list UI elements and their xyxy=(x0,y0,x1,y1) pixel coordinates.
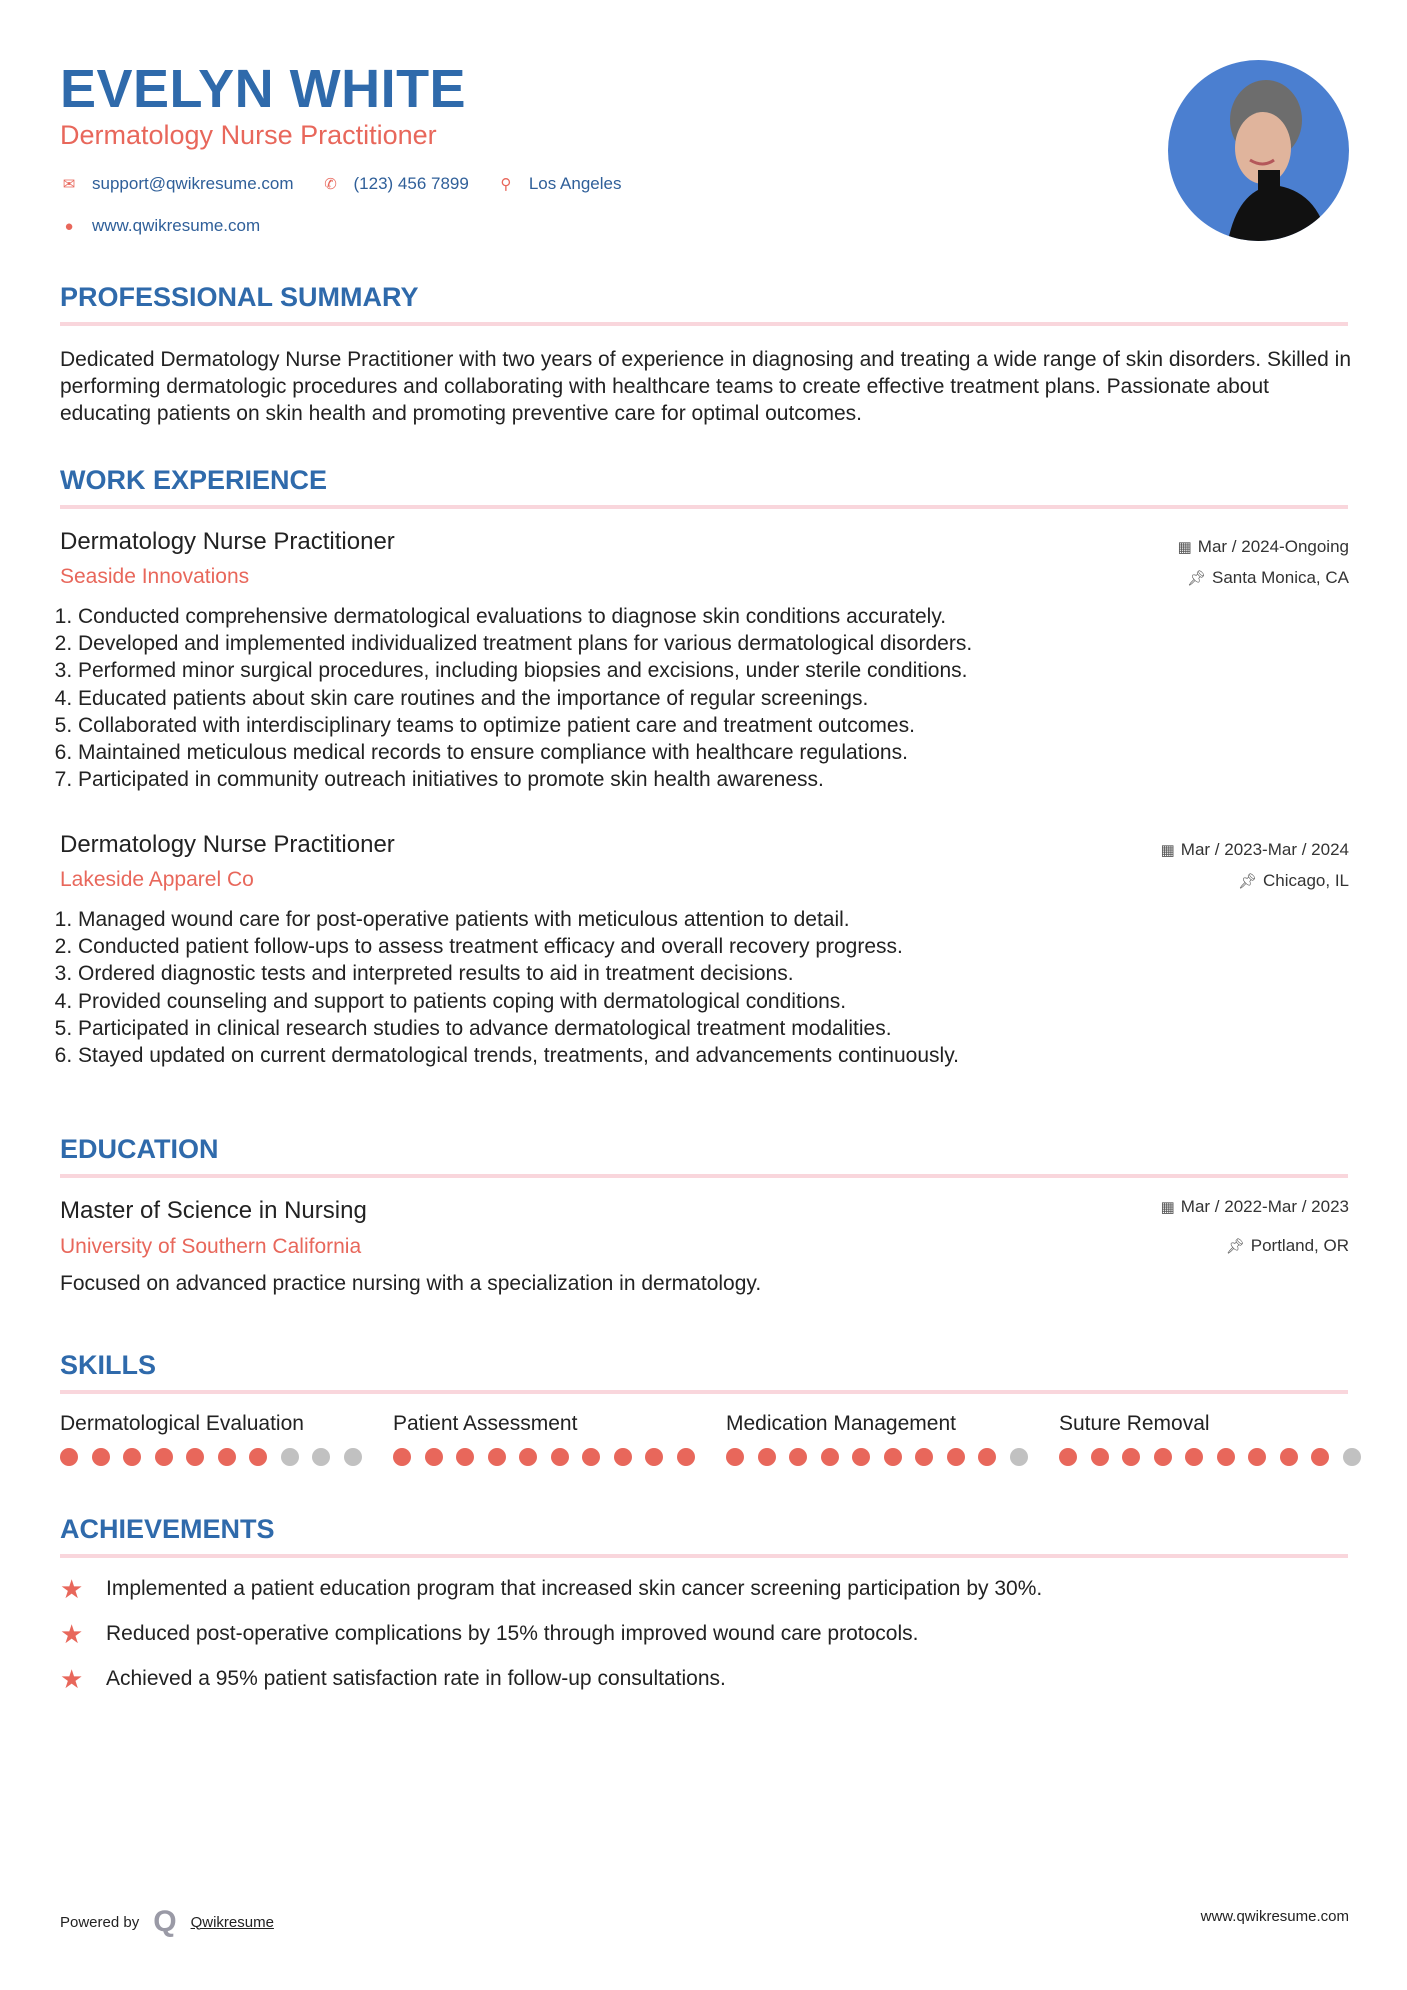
job-dates-text: Mar / 2023-Mar / 2024 xyxy=(1180,840,1349,859)
rating-dot-filled xyxy=(1059,1448,1077,1466)
list-item: 6. Stayed updated on current dermatological trends, treatments, and advancements continuously. xyxy=(78,1042,1378,1069)
qwikresume-logo-icon: Q xyxy=(153,1905,177,1938)
pin-icon: 📌︎ xyxy=(1225,1238,1245,1255)
rating-dot-filled xyxy=(582,1448,600,1466)
rating-dot-filled xyxy=(488,1448,506,1466)
job-bullets xyxy=(54,906,1378,1069)
rating-dot-empty xyxy=(344,1448,362,1466)
rating-dot-filled xyxy=(186,1448,204,1466)
job-location-text: Santa Monica, CA xyxy=(1211,568,1349,587)
section-heading-education: EDUCATION xyxy=(60,1134,219,1164)
list-item: 1. Conducted comprehensive dermatological evaluations to diagnose skin conditions accurately. xyxy=(78,603,1378,630)
job-location-text: Chicago, IL xyxy=(1263,871,1349,890)
rating-dot-filled xyxy=(1091,1448,1109,1466)
achievement-item xyxy=(60,1621,918,1647)
calendar-icon: ▦ xyxy=(1160,842,1175,859)
rating-dot-filled xyxy=(726,1448,744,1466)
rating-dot-empty xyxy=(1010,1448,1028,1466)
job-title: Dermatology Nurse Practitioner xyxy=(60,528,395,555)
school-name: University of Southern California xyxy=(60,1235,362,1258)
rating-dot-filled xyxy=(92,1448,110,1466)
phone-icon: ✆ xyxy=(324,176,337,193)
rating-dot-filled xyxy=(218,1448,236,1466)
job-dates-text: Mar / 2024-Ongoing xyxy=(1197,537,1349,556)
rating-dot-filled xyxy=(758,1448,776,1466)
pin-icon: 📌︎ xyxy=(1237,873,1257,890)
achievement-text: Achieved a 95% patient satisfaction rate in follow-up consultations. xyxy=(106,1667,726,1690)
rating-dot-filled xyxy=(677,1448,695,1466)
email-link[interactable]: support@qwikresume.com xyxy=(92,174,294,193)
education-description: Focused on advanced practice nursing with a specialization in dermatology. xyxy=(60,1272,762,1295)
skill-rating xyxy=(393,1448,726,1466)
list-item: 3. Performed minor surgical procedures, including biopsies and excisions, under sterile conditions. xyxy=(78,657,1378,684)
education-location-text: Portland, OR xyxy=(1250,1236,1349,1255)
rating-dot-filled xyxy=(1217,1448,1235,1466)
rating-dot-filled xyxy=(852,1448,870,1466)
job-company: Seaside Innovations xyxy=(60,565,250,588)
rating-dot-empty xyxy=(312,1448,330,1466)
rating-dot-filled xyxy=(1122,1448,1140,1466)
rating-dot-filled xyxy=(1154,1448,1172,1466)
list-item: 1. Managed wound care for post-operative patients with meticulous attention to detail. xyxy=(78,906,1378,933)
website-row xyxy=(60,216,274,236)
job-location xyxy=(1187,568,1349,588)
rating-dot-filled xyxy=(60,1448,78,1466)
section-divider xyxy=(60,505,1348,509)
star-icon: ★ xyxy=(60,1574,84,1604)
star-icon: ★ xyxy=(60,1619,84,1649)
job-dates xyxy=(1178,537,1349,557)
profile-photo xyxy=(1168,60,1349,241)
section-divider xyxy=(60,1554,1348,1558)
skill-item xyxy=(393,1412,726,1466)
footer-powered-by xyxy=(60,1905,274,1939)
calendar-icon: ▦ xyxy=(1160,1199,1175,1216)
portrait-illustration xyxy=(1168,60,1349,241)
list-item: 4. Educated patients about skin care routines and the importance of regular screenings. xyxy=(78,685,1378,712)
skill-label: Patient Assessment xyxy=(393,1412,578,1435)
skill-rating xyxy=(60,1448,393,1466)
rating-dot-filled xyxy=(123,1448,141,1466)
rating-dot-filled xyxy=(393,1448,411,1466)
rating-dot-filled xyxy=(551,1448,569,1466)
section-heading-experience: WORK EXPERIENCE xyxy=(60,465,328,495)
website-link[interactable]: www.qwikresume.com xyxy=(92,216,261,235)
phone-text: (123) 456 7899 xyxy=(353,174,469,193)
degree-title: Master of Science in Nursing xyxy=(60,1197,367,1224)
section-divider xyxy=(60,322,1348,326)
footer-website[interactable]: www.qwikresume.com xyxy=(1200,1908,1349,1925)
skill-item xyxy=(60,1412,393,1466)
skill-item xyxy=(1059,1412,1392,1466)
rating-dot-filled xyxy=(884,1448,902,1466)
rating-dot-filled xyxy=(821,1448,839,1466)
rating-dot-filled xyxy=(1311,1448,1329,1466)
section-divider xyxy=(60,1390,1348,1394)
summary-text: Dedicated Dermatology Nurse Practitioner with two years of experience in diagnosing and treating a wide range of skin disorders. Skilled in performing dermatologic procedures and collaborating with healthcare teams to create effective treatment plans. Passionate about educating patients on skin health and promoting preventive care for optimal outcomes. xyxy=(60,348,1352,425)
list-item: 6. Maintained meticulous medical records to ensure compliance with healthcare regulations. xyxy=(78,739,1378,766)
job-company: Lakeside Apparel Co xyxy=(60,868,254,891)
candidate-title: Dermatology Nurse Practitioner xyxy=(60,120,437,150)
rating-dot-filled xyxy=(789,1448,807,1466)
skill-label: Suture Removal xyxy=(1059,1412,1210,1435)
rating-dot-filled xyxy=(425,1448,443,1466)
rating-dot-filled xyxy=(249,1448,267,1466)
list-item: 5. Participated in clinical research studies to advance dermatological treatment modalities. xyxy=(78,1015,1378,1042)
section-heading-achievements: ACHIEVEMENTS xyxy=(60,1514,275,1544)
contact-row xyxy=(60,174,635,194)
rating-dot-filled xyxy=(1185,1448,1203,1466)
pin-icon: 📌︎ xyxy=(1186,570,1206,587)
rating-dot-empty xyxy=(281,1448,299,1466)
achievement-item xyxy=(60,1666,726,1692)
job-title: Dermatology Nurse Practitioner xyxy=(60,831,395,858)
skills-list xyxy=(60,1412,1392,1466)
star-icon: ★ xyxy=(60,1664,84,1694)
brand-link[interactable]: Qwikresume xyxy=(190,1913,274,1931)
achievement-text: Reduced post-operative complications by 15% through improved wound care protocols. xyxy=(106,1622,919,1645)
rating-dot-filled xyxy=(978,1448,996,1466)
list-item: 7. Participated in community outreach initiatives to promote skin health awareness. xyxy=(78,766,1378,793)
rating-dot-filled xyxy=(1280,1448,1298,1466)
list-item: 3. Ordered diagnostic tests and interpreted results to aid in treatment decisions. xyxy=(78,960,1378,987)
map-pin-icon: ⚲ xyxy=(500,176,512,193)
section-divider xyxy=(60,1174,1348,1178)
location-text: Los Angeles xyxy=(528,174,622,193)
job-location xyxy=(1238,871,1349,891)
list-item: 5. Collaborated with interdisciplinary teams to optimize patient care and treatment outcomes. xyxy=(78,712,1378,739)
rating-dot-filled xyxy=(519,1448,537,1466)
list-item: 4. Provided counseling and support to patients coping with dermatological conditions. xyxy=(78,988,1378,1015)
education-dates xyxy=(1161,1197,1349,1217)
education-location xyxy=(1226,1236,1349,1256)
job-dates xyxy=(1161,840,1349,860)
rating-dot-filled xyxy=(947,1448,965,1466)
skill-item xyxy=(726,1412,1059,1466)
globe-icon: ● xyxy=(64,217,74,235)
achievement-text: Implemented a patient education program that increased skin cancer screening participation by 30%. xyxy=(106,1577,1043,1600)
list-item: 2. Developed and implemented individualized treatment plans for various dermatological disorders. xyxy=(78,630,1378,657)
rating-dot-filled xyxy=(645,1448,663,1466)
rating-dot-filled xyxy=(1248,1448,1266,1466)
education-dates-text: Mar / 2022-Mar / 2023 xyxy=(1180,1197,1349,1216)
rating-dot-empty xyxy=(1343,1448,1361,1466)
skill-label: Medication Management xyxy=(726,1412,956,1435)
calendar-icon: ▦ xyxy=(1177,539,1192,556)
rating-dot-filled xyxy=(614,1448,632,1466)
envelope-icon: ✉ xyxy=(62,176,76,193)
skill-label: Dermatological Evaluation xyxy=(60,1412,304,1435)
achievement-item xyxy=(60,1576,1042,1602)
candidate-name: EVELYN WHITE xyxy=(60,59,467,119)
section-heading-summary: PROFESSIONAL SUMMARY xyxy=(60,282,419,312)
skill-rating xyxy=(1059,1448,1392,1466)
list-item: 2. Conducted patient follow-ups to assess treatment efficacy and overall recovery progress. xyxy=(78,933,1378,960)
powered-by-label: Powered by xyxy=(60,1913,140,1931)
section-heading-skills: SKILLS xyxy=(60,1350,157,1380)
rating-dot-filled xyxy=(456,1448,474,1466)
rating-dot-filled xyxy=(155,1448,173,1466)
skill-rating xyxy=(726,1448,1059,1466)
job-bullets xyxy=(54,603,1378,793)
rating-dot-filled xyxy=(915,1448,933,1466)
